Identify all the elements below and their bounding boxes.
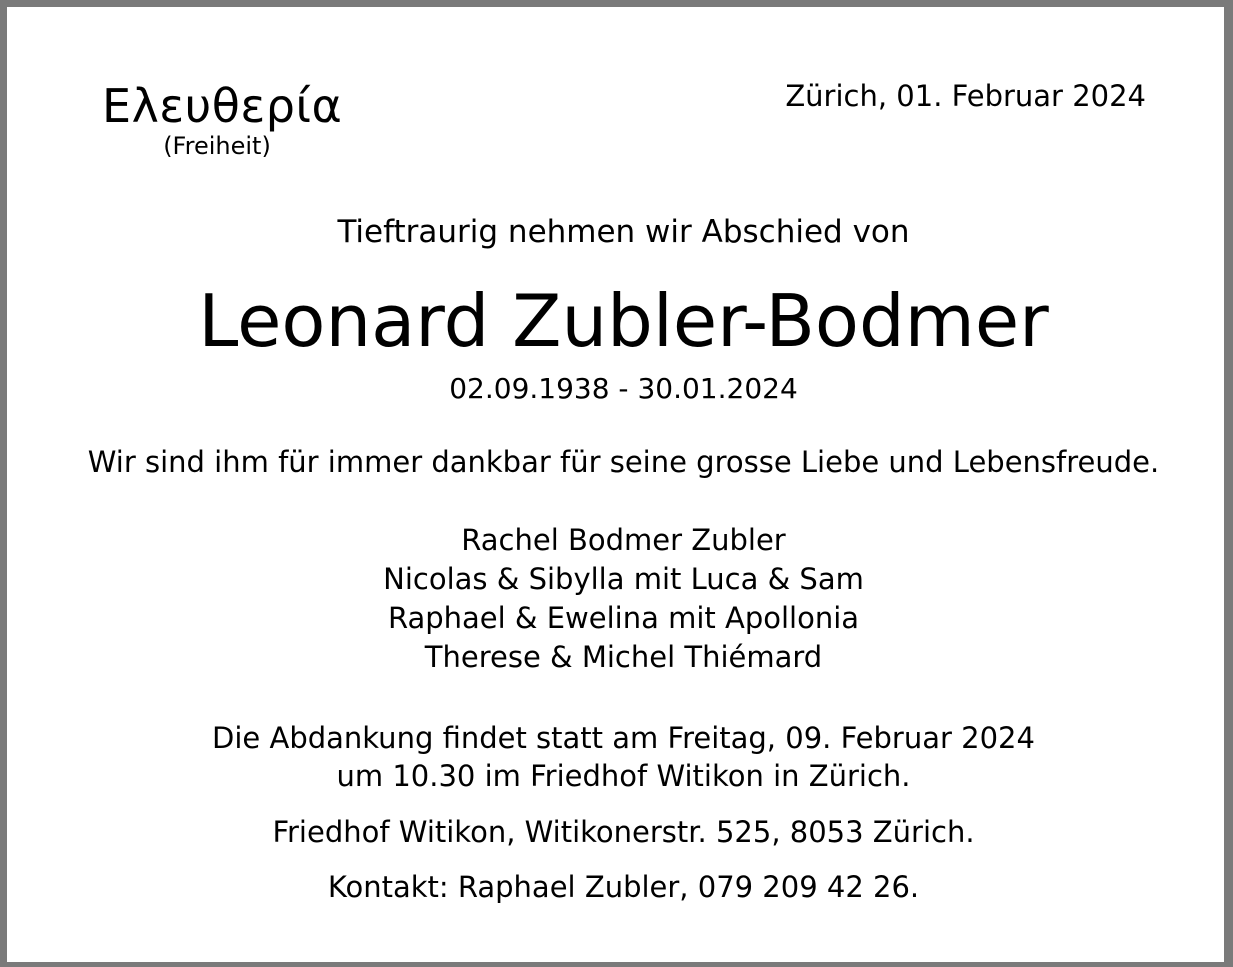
motto: [102, 79, 343, 161]
motto-translation: (Freiheit): [163, 132, 271, 160]
intro-text: Tieftraurig nehmen wir Abschied von: [337, 214, 910, 250]
family-member: Raphael & Ewelina mit Apollonia: [387, 601, 860, 635]
contact-info: Kontakt: Raphael Zubler, 079 209 42 26.: [327, 870, 920, 904]
ceremony-info-line-1: Die Abdankung findet statt am Freitag, 09. Februar 2024: [212, 721, 1035, 755]
life-dates: 02.09.1938 - 30.01.2024: [449, 372, 798, 405]
cemetery-address: Friedhof Witikon, Witikonerstr. 525, 8053 Zürich.: [272, 815, 975, 849]
deceased-name: Leonard Zubler-Bodmer: [198, 279, 1049, 363]
place-date: Zürich, 01. Februar 2024: [785, 79, 1146, 113]
family-member: Rachel Bodmer Zubler: [461, 523, 786, 557]
thanks-text: Wir sind ihm für immer dankbar für seine grosse Liebe und Lebensfreude.: [87, 445, 1160, 479]
family-member: Nicolas & Sibylla mit Luca & Sam: [383, 562, 864, 596]
family-member: Therese & Michel Thiémard: [424, 640, 823, 674]
ceremony-info-line-2: um 10.30 im Friedhof Witikon in Zürich.: [336, 759, 911, 793]
motto-greek: Ελευθερία: [102, 79, 343, 133]
family-list: [7, 521, 1233, 677]
